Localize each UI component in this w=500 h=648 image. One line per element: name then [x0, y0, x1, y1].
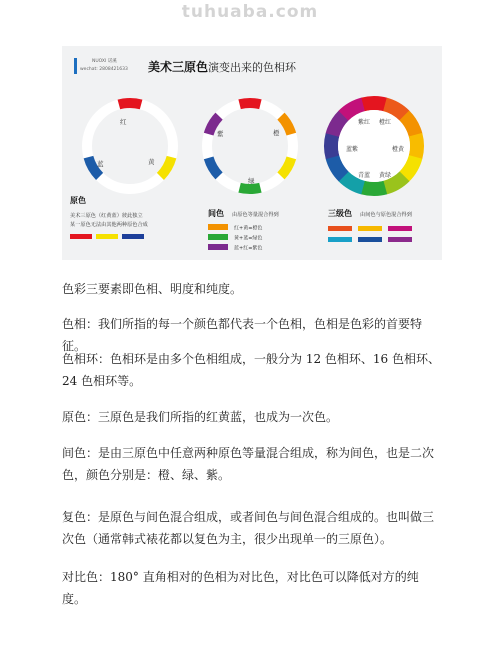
brand-wechat: wechat: 2808421633 — [80, 67, 128, 72]
label-orange-red: 橙红 — [379, 119, 392, 126]
tertiary-heading: 三级色 — [328, 209, 352, 218]
brand-bar — [74, 58, 77, 74]
tertiary-swatch — [388, 237, 412, 242]
label-purple-red: 紫红 — [358, 119, 371, 126]
label-blue: 蓝 — [97, 160, 104, 168]
mix-label: 红+黄=橙色 — [234, 225, 263, 232]
primary-desc-1: 美术三原色（红黄蓝）彼此独立 — [70, 213, 143, 219]
segment-green — [361, 181, 387, 196]
label-orange: 橙 — [273, 129, 280, 137]
color-wheel-svg — [62, 46, 442, 260]
primary-heading: 原色 — [70, 196, 86, 205]
label-red: 红 — [120, 118, 127, 126]
segment-red — [361, 96, 387, 111]
mix-label: 黄+蓝=绿色 — [234, 235, 263, 242]
site-watermark: tuhuaba.com — [181, 2, 319, 22]
tertiary-swatch — [328, 226, 352, 231]
paragraph-primary: 原色：三原色是我们所指的红黄蓝，也成为一次色。 — [62, 410, 339, 424]
segment-blue-purple — [324, 133, 339, 159]
paragraph-tertiary: 复色：是原色与间色混合组成，或者间色与间色混合组成的。也叫做三次色（通常韩式裱花都以复色为主，很少出现单一的三原色）。 — [62, 510, 435, 546]
brand-name: NUOXI 诺溪 — [92, 59, 117, 64]
paragraph-hue-wheel: 色相环：色相环是由多个色相组成，一般分为 12 色相环、16 色相环、24 色相环等。 — [62, 352, 440, 388]
tertiary-swatches — [328, 226, 412, 242]
figure-title-rest: 演变出来的色相环 — [208, 61, 296, 74]
paragraph-complementary: 对比色：180° 直角相对的色相为对比色，对比色可以降低对方的纯度。 — [62, 570, 419, 606]
segment-orange-yellow — [409, 133, 424, 159]
label-blue-purple: 蓝紫 — [346, 146, 359, 153]
label-blue-green: 青蓝 — [358, 172, 371, 179]
primary-swatch — [70, 234, 92, 239]
paragraph-secondary: 间色：是由三原色中任意两种原色等量混合组成，称为间色，也是二次色，颜色分别是：橙、绿、紫。 — [62, 446, 435, 482]
primary-swatch — [96, 234, 118, 239]
label-yellow-green: 黄绿 — [379, 172, 392, 179]
primary-color-wheel — [84, 98, 177, 189]
tertiary-swatch — [358, 226, 382, 231]
label-yellow: 黄 — [148, 158, 155, 166]
tertiary-swatch — [388, 226, 412, 231]
mix-swatch — [208, 234, 228, 240]
segment-red — [118, 98, 143, 109]
secondary-heading: 间色 — [208, 209, 224, 218]
primary-swatches — [70, 234, 144, 239]
primary-swatch — [122, 234, 144, 239]
label-orange-yellow: 橙黄 — [392, 146, 405, 153]
segment-red — [238, 98, 261, 109]
tertiary-color-wheel — [324, 96, 424, 196]
label-green: 绿 — [248, 177, 255, 185]
mix-label: 蓝+红=紫色 — [234, 245, 263, 252]
primary-desc-2: 某一原色无法由其他两种原色合成 — [70, 222, 148, 228]
tertiary-swatch — [328, 237, 352, 242]
secondary-desc: 由原色等量混合得到 — [232, 212, 279, 218]
label-purple: 紫 — [217, 130, 224, 138]
paragraph-hue: 色相：我们所指的每一个颜色都代表一个色相，色相是色彩的首要特征。 — [62, 317, 423, 353]
mix-swatch — [208, 224, 228, 230]
paragraph-three-elements: 色彩三要素即色相、明度和纯度。 — [62, 282, 243, 296]
secondary-mix-list — [208, 224, 262, 252]
tertiary-desc: 由间色与原色混合得到 — [360, 212, 412, 218]
mix-swatch — [208, 244, 228, 250]
color-wheel-figure — [62, 46, 442, 260]
figure-title-bold: 美术三原色 — [148, 60, 209, 74]
tertiary-swatch — [358, 237, 382, 242]
